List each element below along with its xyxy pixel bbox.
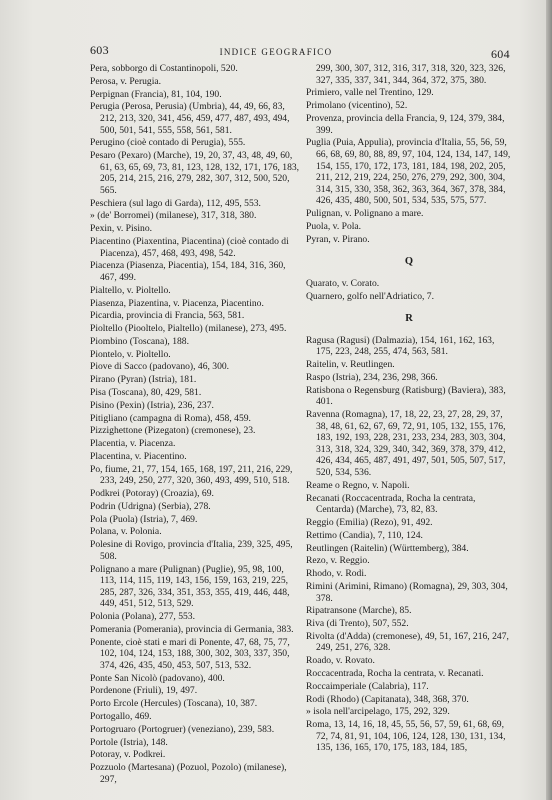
index-entry: Portogruaro (Portogruer) (veneziano), 239, 583. bbox=[90, 723, 275, 735]
index-entry: Ragusa (Ragusi) (Dalmazia), 154, 161, 162, 163, 175, 223, 248, 255, 474, 563, 581. bbox=[306, 334, 495, 358]
index-entry: Rezo, v. Reggio. bbox=[306, 555, 370, 567]
index-entry-continuation: 299, 300, 307, 312, 316, 317, 318, 320, 323, 326, 327, 335, 337, 341, 344, 364, 372, 375, 380. bbox=[316, 63, 506, 86]
index-entry: Po, fiume, 21, 77, 154, 165, 168, 197, 211, 216, 229, 233, 249, 250, 277, 320, 360, 493, 499, 510, 518. bbox=[90, 463, 293, 487]
index-entry: Pexin, v. Pisino. bbox=[90, 223, 153, 235]
index-entry: Peschiera (sul lago di Garda), 112, 495, 553. bbox=[90, 197, 261, 209]
index-entry: Piacenza (Piasenza, Piacentia), 154, 184, 316, 360, 467, 499. bbox=[90, 260, 286, 283]
index-entry: Pyran, v. Pirano. bbox=[306, 233, 370, 245]
index-entry: Rhodo, v. Rodi. bbox=[306, 568, 367, 580]
index-entry: Piacentino (Piaxentina, Piacentina) (cioè contado di Piacenza), 457, 468, 493, 498, 542. bbox=[90, 236, 289, 259]
index-entry: Roccaimperiale (Calabria), 117. bbox=[306, 680, 429, 692]
running-title: INDICE GEOGRAFICO bbox=[219, 47, 333, 57]
index-entry: Pirano (Pyran) (Istria), 181. bbox=[90, 374, 197, 386]
index-entry: Pioltello (Piooltelo, Pialtello) (milanese), 273, 495. bbox=[90, 323, 287, 335]
index-entry: » (de' Borromei) (milanese), 317, 318, 380. bbox=[90, 210, 257, 222]
index-entry: Ratisbona o Regensburg (Ratisburg) (Baviera), 383, 401. bbox=[306, 384, 506, 408]
index-entry: Podrin (Udrigna) (Serbia), 278. bbox=[90, 500, 211, 512]
index-entry: Pozzuolo (Martesana) (Pozuol, Pozolo) (milanese), 297, bbox=[90, 762, 287, 785]
section-letter-heading: R bbox=[405, 313, 413, 325]
left-page-number: 603 bbox=[90, 43, 109, 57]
index-entry: Pisa (Toscana), 80, 429, 581. bbox=[90, 387, 202, 398]
index-entry: Quarato, v. Corato. bbox=[306, 277, 380, 289]
index-entry: Piontelo, v. Pioltello. bbox=[90, 348, 171, 360]
index-entry: Polignano a mare (Pulignan) (Puglie), 95, 98, 100, 113, 114, 115, 119, 143, 156, 159, 163, 219, 225, 285, 287, 326, 334, 351, 353, 355, 419, 446, 448, 449, 451, 512, 513, 529. bbox=[90, 563, 290, 610]
index-entry: Portogallo, 469. bbox=[90, 711, 152, 722]
index-entry: Podkrei (Potoray) (Croazia), 69. bbox=[90, 488, 214, 500]
index-entry: Polesine di Rovigo, provincia d'Italia, 239, 325, 495, 508. bbox=[90, 539, 293, 562]
index-entry: Ravenna (Romagna), 17, 18, 22, 23, 27, 28, 29, 37, 38, 48, 61, 62, 67, 69, 72, 91, 105, 132, 155, 176, 183, 192, 193, 228, 231, 233, 234, 283, 303, 304, 313, 318, 324, 329, 340, 342, 369, 378, 379, 412, 426, 434, 465, 487, 491, 497, 501, 505, 507, 517, 520, 534, 536. bbox=[306, 409, 506, 479]
index-entry: Pialtello, v. Pioltello. bbox=[90, 284, 171, 296]
index-entry: Pordenone (Friuli), 19, 497. bbox=[90, 685, 198, 697]
index-entry: Puola, v. Pola. bbox=[306, 220, 362, 232]
index-entry: Pulignan, v. Polignano a mare. bbox=[306, 208, 424, 220]
index-entry: Rettimo (Candia), 7, 110, 124. bbox=[306, 529, 423, 541]
index-entry: Placentia, v. Piacenza. bbox=[90, 438, 176, 450]
index-entry: Primiero, valle nel Trentino, 129. bbox=[306, 87, 434, 99]
index-entry: Pisino (Pexin) (Istria), 236, 237. bbox=[90, 399, 214, 411]
index-entry: Potoray, v. Podkrei. bbox=[90, 749, 166, 761]
index-entry: Porto Ercole (Hercules) (Toscana), 10, 387. bbox=[90, 698, 258, 710]
index-entry: Pomerania (Pomerania), provincia di Germania, 383. bbox=[90, 623, 294, 635]
index-entry: Polana, v. Polonia. bbox=[90, 526, 162, 538]
index-entry: Provenza, provincia della Francia, 9, 124, 379, 384, 399. bbox=[306, 112, 505, 136]
index-entry: Picardia, provincia di Francia, 563, 581. bbox=[90, 310, 245, 322]
index-entry: Perugia (Perosa, Perusia) (Umbria), 44, 49, 66, 83, 212, 213, 320, 341, 456, 459, 477, 487, 493, 494, 500, 501, 541, 555, 558, 561, 581. bbox=[90, 101, 290, 136]
index-entry: Pesaro (Pexaro) (Marche), 19, 20, 37, 43, 48, 49, 60, 61, 63, 65, 69, 73, 81, 123, 128, 132, 171, 176, 183, 205, 214, 215, 216, 279, 282, 307, 312, 500, 520, 565. bbox=[90, 150, 300, 196]
index-entry: » isola nell'arcipelago, 175, 292, 329. bbox=[306, 706, 450, 718]
index-entry: Riva (di Trento), 507, 552. bbox=[306, 618, 409, 630]
index-entry: Pola (Puola) (Istria), 7, 469. bbox=[90, 513, 198, 525]
index-entry: Primolano (vicentino), 52. bbox=[306, 100, 408, 112]
index-entry: Pizzighettone (Pizegaton) (cremonese), 23. bbox=[90, 425, 256, 437]
index-entry: Reggio (Emilia) (Rezo), 91, 492. bbox=[306, 517, 433, 528]
index-entry: Perugino (cioè contado di Perugia), 555. bbox=[90, 137, 246, 149]
index-entry: Piombino (Toscana), 188. bbox=[90, 335, 189, 347]
index-entry: Perosa, v. Perugia. bbox=[90, 75, 162, 87]
index-entry: Perpignan (Francia), 81, 104, 190. bbox=[90, 88, 222, 100]
index-entry: Raitelin, v. Reutlingen. bbox=[306, 359, 395, 371]
index-entry: Reutlingen (Raitelin) (Württemberg), 384. bbox=[306, 542, 469, 554]
index-entry: Pera, sobborgo di Costantinopoli, 520. bbox=[90, 63, 238, 74]
index-entry: Roma, 13, 14, 16, 18, 45, 55, 56, 57, 59, 61, 68, 69, 72, 74, 81, 91, 104, 106, 124, 128, 130, 131, 134, 135, 136, 165, 170, 175, 183, 184, 185, bbox=[306, 719, 506, 754]
right-page-number: 604 bbox=[491, 47, 510, 61]
index-entry: Piove di Sacco (padovano), 46, 300. bbox=[90, 361, 230, 373]
index-entry: Quarnero, golfo nell'Adriatico, 7. bbox=[306, 290, 435, 302]
index-entry: Roado, v. Rovato. bbox=[306, 655, 375, 667]
index-entry: Puglia (Puia, Appulia), provincia d'Italia, 55, 56, 59, 66, 68, 69, 80, 88, 89, 97, 104, 124, 134, 147, 149, 154, 155, 170, 172, 173, 181, 184, 198, 202, 205, 211, 212, 219, 224, 250, 276, 279, 292, 300, 304, 314, 315, 330, 358, 362, 363, 364, 367, 378, 384, 426, 435, 480, 500, 501, 534, 535, 575, 577. bbox=[306, 137, 511, 207]
left-index-column bbox=[90, 63, 300, 787]
index-entry: Portole (Istria), 148. bbox=[90, 736, 168, 748]
index-entry: Rivolta (d'Adda) (cremonese), 49, 51, 167, 216, 247, 249, 251, 276, 328. bbox=[306, 630, 509, 654]
index-entry: Recanati (Roccacentrada, Rocha la centrata, Centarda) (Marche), 73, 82, 83. bbox=[306, 492, 476, 516]
index-entry: Ponte San Nicolò (padovano), 400. bbox=[90, 672, 225, 684]
index-entry: Roccacentrada, Rocha la centrata, v. Recanati. bbox=[306, 668, 484, 679]
index-entry: Placentina, v. Piacentino. bbox=[90, 450, 187, 462]
index-entry: Reame o Regno, v. Napoli. bbox=[306, 479, 410, 491]
index-entry: Rodi (Rhodo) (Capitanata), 348, 368, 370. bbox=[306, 693, 469, 705]
index-entry: Ponente, cioè stati e mari di Ponente, 47, 68, 75, 77, 102, 104, 124, 153, 188, 300, 302, 303, 337, 350, 374, 426, 435, 450, 453, 507, 513, 532. bbox=[90, 636, 290, 671]
right-index-column bbox=[306, 63, 512, 755]
index-entry: Raspo (Istria), 234, 236, 298, 366. bbox=[306, 371, 438, 383]
index-entry: Polonia (Polana), 277, 553. bbox=[90, 611, 195, 623]
index-entry: Ripatransone (Marche), 85. bbox=[306, 605, 412, 617]
index-entry: Piasenza, Piazentina, v. Piacenza, Piacentino. bbox=[90, 297, 264, 309]
index-entry: Rimini (Arimini, Rimano) (Romagna), 29, 303, 304, 378. bbox=[306, 580, 508, 604]
index-entry: Pitigliano (campagna di Roma), 458, 459. bbox=[90, 412, 251, 424]
section-letter-heading: Q bbox=[404, 256, 414, 268]
